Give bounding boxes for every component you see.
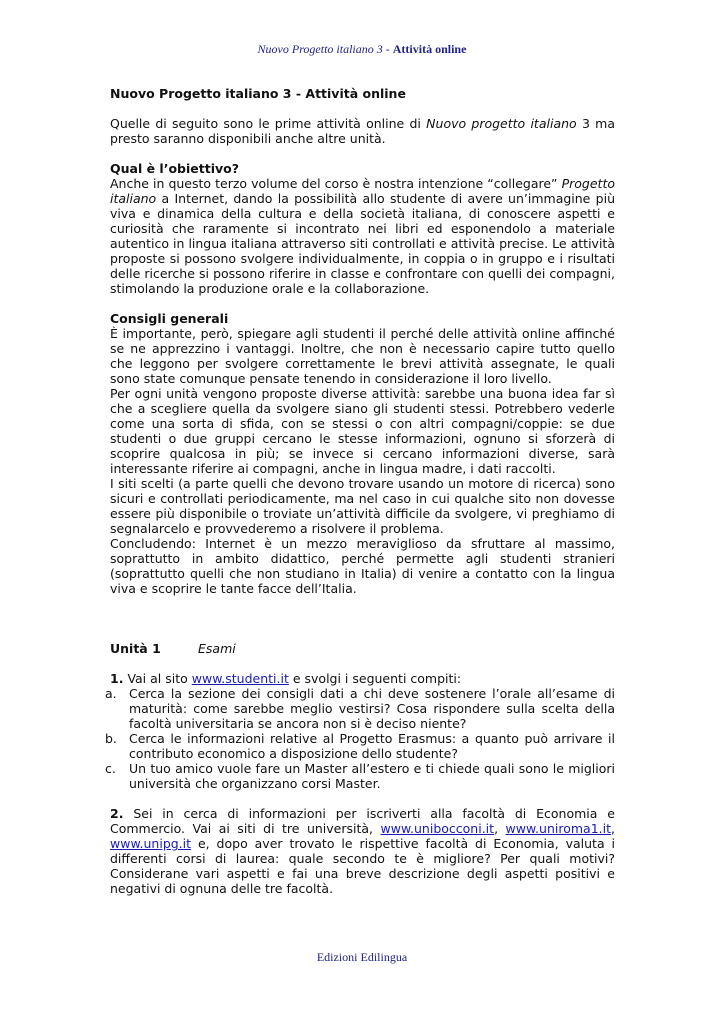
separator: ,	[611, 821, 615, 836]
task-text: Un tuo amico vuole fare un Master all’estero e ti chiede quali sono le migliori università che organizzano corsi Master.	[129, 761, 615, 791]
goal-heading: Qual è l’obiettivo?	[110, 161, 239, 176]
intro-book-title: Nuovo progetto italiano	[426, 116, 577, 131]
page-footer: Edizioni Edilingua	[316, 950, 408, 964]
task-item	[105, 731, 615, 761]
exercise-2-number: 2.	[110, 806, 124, 821]
advice-paragraph: È importante, però, spiegare agli studenti il perché delle attività online affinché se ne apprezzino i vantaggi. Inoltre, che non è necessario capire tutto quello che leggono per svolgere correttamente le brevi attività assegnate, le quali sono state comunque pensate tenendo in considerazione il loro livello.	[110, 326, 615, 386]
advice-paragraph: Per ogni unità vengono proposte diverse attività: sarebbe una buona idea far sì che a scegliere quella da svolgere siano gli studenti stessi. Potrebbero vederle come una sorta di sfida, con se stessi o con altri compagni/coppie: se due studenti o due gruppi cercano le stesse informazioni, ognuno si sforzerà di scoprire qualcosa in più; se invece si cercano informazioni diverse, sarà interessante riferire ai compagni, anche in lingua madre, i dati raccolti.	[110, 386, 615, 476]
goal-text: Anche in questo terzo volume del corso è nostra intenzione “collegare”	[110, 176, 558, 191]
separator: ,	[494, 821, 499, 836]
exercise-1-text-end: e svolgi i seguenti compiti:	[292, 671, 462, 686]
uniroma1-link[interactable]: www.uniroma1.it	[505, 821, 611, 836]
goal-book-title: Progetto italiano	[110, 176, 616, 206]
intro-text-end: 3 ma presto saranno disponibili anche altre unità.	[110, 116, 615, 146]
exercise-2-text-end: e, dopo aver trovato le rispettive facoltà di Economia, valuta i differenti corsi di laurea: quale secondo te è migliore? Per quali motivi? Considerane vari aspetti e fai una breve descrizione degli aspetti positivi e negativi di ognuna delle tre facoltà.	[110, 836, 615, 896]
advice-paragraph: I siti scelti (a parte quelli che devono trovare usando un motore di ricerca) sono sicuri e controllati periodicamente, ma nel caso in cui qualche sito non dovesse essere più disponibile o troviate un’attività difficile da svolgere, vi preghiamo di segnalarcelo e provvederemo a risolvere il problema.	[110, 476, 615, 536]
unibocconi-link[interactable]: www.unibocconi.it	[380, 821, 495, 836]
header-series-title: Nuovo Progetto italiano 3 -	[257, 42, 390, 56]
task-text: Cerca le informazioni relative al Progetto Erasmus: a quanto può arrivare il contributo economico a disposizione dello studente?	[129, 731, 615, 761]
advice-heading: Consigli generali	[110, 311, 229, 326]
unipg-link[interactable]: www.unipg.it	[110, 836, 192, 851]
exercise-1-prompt	[110, 671, 615, 686]
exercise-2-prompt	[110, 806, 615, 896]
unit-label: Unità 1	[110, 641, 161, 656]
unit-heading	[110, 641, 615, 656]
task-marker: a.	[105, 686, 117, 701]
document-body	[105, 86, 616, 896]
unit-topic: Esami	[198, 641, 236, 656]
exercise-1-text: Vai al sito	[127, 671, 188, 686]
task-item	[105, 761, 615, 791]
goal-text-end: a Internet, dando la possibilità allo studente di avere un’immagine più viva e dinamica della cultura e della società italiana, di conoscere aspetti e curiosità che raramente si incontrato nei libri ed esponendolo a materiale autentico in lingua italiana attraverso siti controllati e attività precise. Le attività proposte si possono svolgere individualmente, in coppia o in gruppo e i risultati delle ricerche si possono riferire in classe e confrontare con quelli dei compagni, stimolando la produzione orale e la collaborazione.	[110, 191, 615, 296]
page-header	[0, 42, 724, 57]
exercise-1-tasks	[105, 686, 615, 791]
task-item	[105, 686, 615, 731]
intro-paragraph	[110, 116, 615, 146]
task-marker: c.	[105, 761, 116, 776]
advice-paragraph: Concludendo: Internet è un mezzo meraviglioso da sfruttare al massimo, soprattutto in ambito didattico, perché permette agli studenti stranieri (soprattutto quelli che non studiano in Italia) di venire a contatto con la lingua viva e scoprire le tante facce dell’Italia.	[110, 536, 615, 596]
header-section-title: Attività online	[392, 42, 467, 56]
intro-text: Quelle di seguito sono le prime attività online di	[110, 116, 421, 131]
task-marker: b.	[105, 731, 117, 746]
exercise-1-number: 1.	[110, 671, 124, 686]
studenti-link[interactable]: www.studenti.it	[191, 671, 289, 686]
document-title: Nuovo Progetto italiano 3 - Attività online	[110, 86, 406, 101]
goal-paragraph	[110, 176, 615, 296]
task-text: Cerca la sezione dei consigli dati a chi deve sostenere l’orale all’esame di maturità: come sarebbe meglio vestirsi? Cosa rispondere sulla scelta della facoltà universitaria se ancora non si è deciso niente?	[129, 686, 615, 731]
exercise-2-text: Sei in cerca di informazioni per iscriverti alla facoltà di Economia e Commercio. Vai ai siti di tre università,	[110, 806, 615, 836]
